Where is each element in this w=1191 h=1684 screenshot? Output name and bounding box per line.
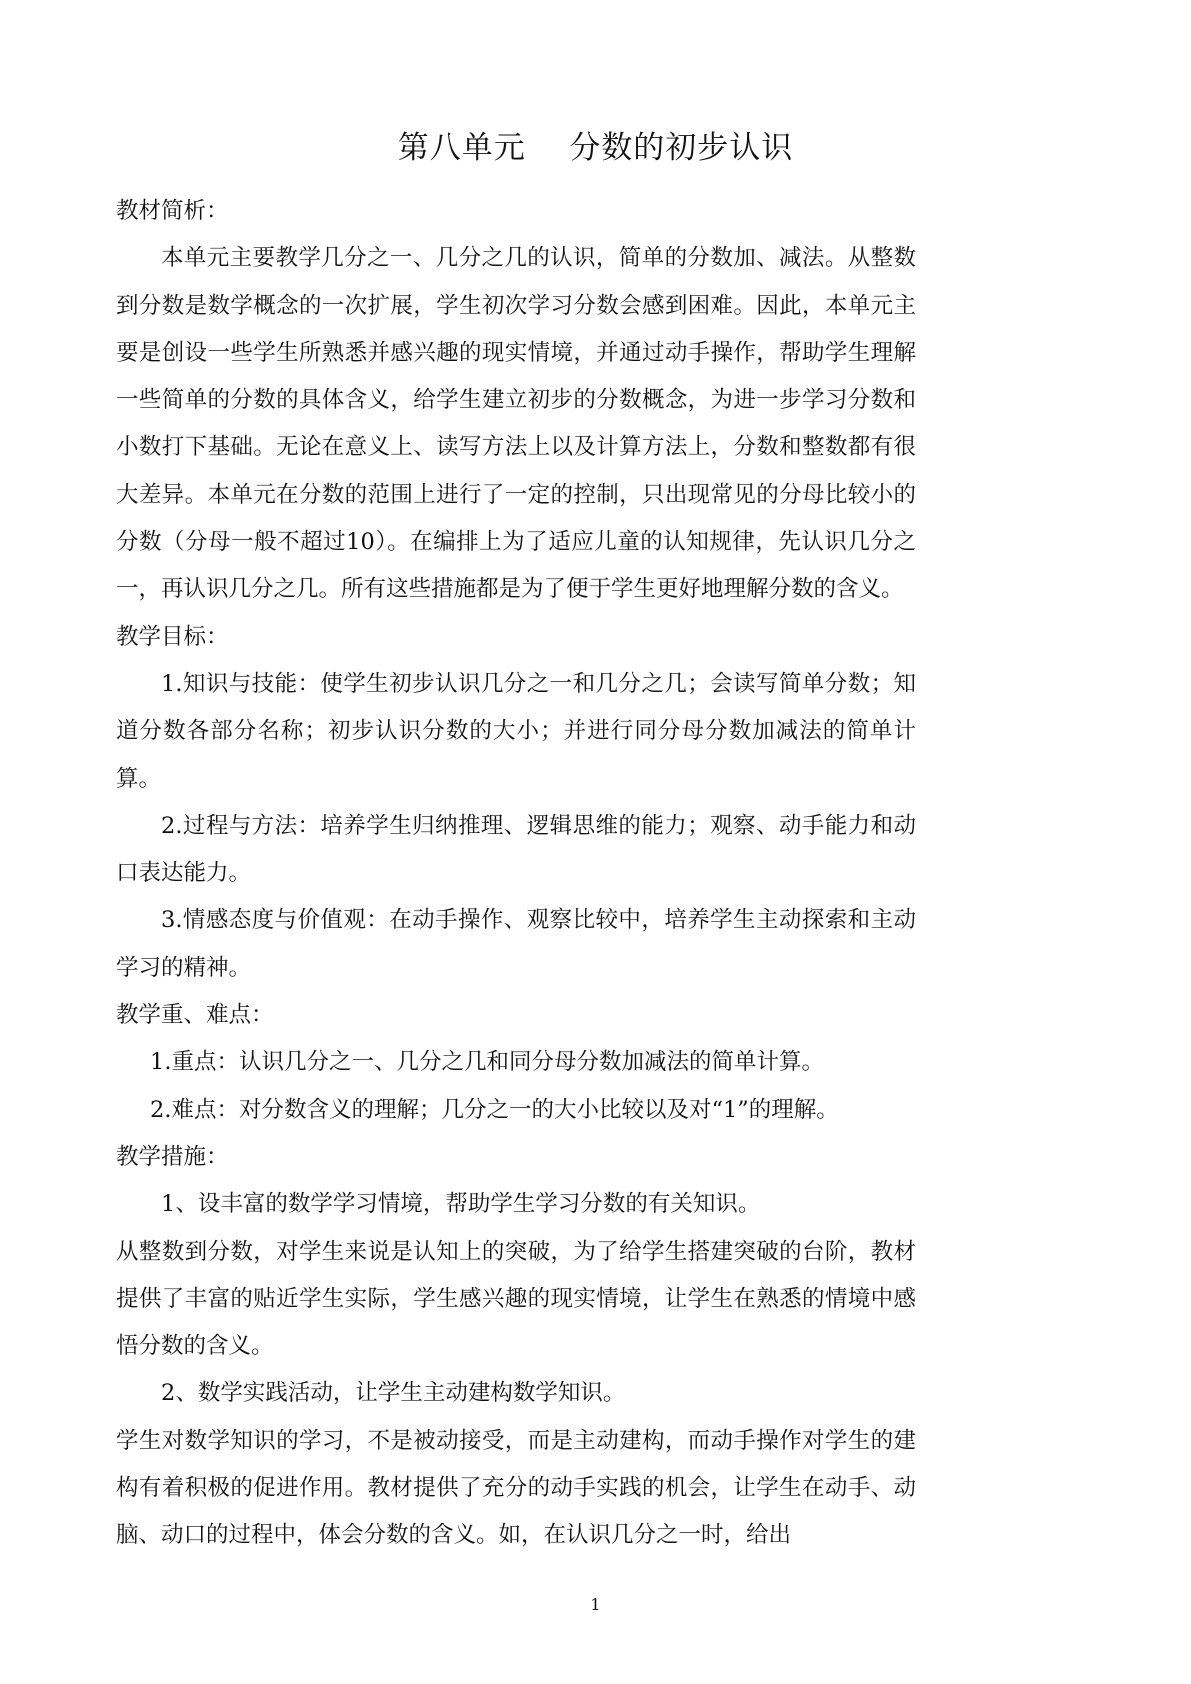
goal-knowledge-skills: 1.知识与技能：使学生初步认识几分之一和几分之几；会读写简单分数；知道分数各部分名称；初步认识分数的大小；并进行同分母分数加减法的简单计算。 (116, 670, 916, 792)
document-body (116, 188, 916, 1560)
document-title: 第八单元 分数的初步认识 (397, 130, 794, 166)
measure-2-title: 2、数学实践活动，让学生主动建构数学知识。 (161, 1380, 626, 1407)
section-heading-key-difficult-points: 教学重、难点： (116, 1002, 274, 1029)
section-heading-teaching-measures: 教学措施： (116, 1143, 229, 1170)
measure-2-body: 学生对数学知识的学习，不是被动接受，而是主动建构，而动手操作对学生的建构有着积极的促进作用。教材提供了充分的动手实践的机会，让学生在动手、动脑、动口的过程中，体会分数的含义。如，在认识几分之一时，给出 (116, 1427, 916, 1549)
paragraph-unit-overview: 本单元主要教学几分之一、几分之几的认识，简单的分数加、减法。从整数到分数是数学概念的一次扩展，学生初次学习分数会感到困难。因此，本单元主要是创设一些学生所熟悉并感兴趣的现实情境，并通过动手操作，帮助学生理解一些简单的分数的具体含义，给学生建立初步的分数概念，为进一步学习分数和小数打下基础。无论在意义上、读写方法上以及计算方法上，分数和整数都有很大差异。本单元在分数的范围上进行了一定的控制，只出现常见的分母比较小的分数（分母一般不超过10）。在编排上为了适应儿童的认知规律，先认识几分之一，再认识几分之几。所有这些措施都是为了便于学生更好地理解分数的含义。 (116, 245, 916, 603)
goal-process-methods: 2.过程与方法：培养学生归纳推理、逻辑思维的能力；观察、动手能力和动口表达能力。 (116, 812, 916, 887)
measure-1-body: 从整数到分数，对学生来说是认知上的突破，为了给学生搭建突破的台阶，教材提供了丰富的贴近学生实际，学生感兴趣的现实情境，让学生在熟悉的情境中感悟分数的含义。 (116, 1238, 916, 1360)
section-heading-teaching-goals: 教学目标： (116, 623, 229, 650)
section-heading-textbook-analysis: 教材简析： (116, 198, 229, 224)
key-point-item: 1.重点：认识几分之一、几分之几和同分母分数加减法的简单计算。 (150, 1049, 824, 1076)
measure-1-title: 1、设丰富的数学学习情境，帮助学生学习分数的有关知识。 (161, 1191, 761, 1218)
difficult-point-item: 2.难点：对分数含义的理解；几分之一的大小比较以及对“1”的理解。 (150, 1096, 839, 1123)
goal-emotion-values: 3.情感态度与价值观：在动手操作、观察比较中，培养学生主动探索和主动学习的精神。 (116, 907, 916, 981)
page-number: 1 (590, 1595, 601, 1614)
